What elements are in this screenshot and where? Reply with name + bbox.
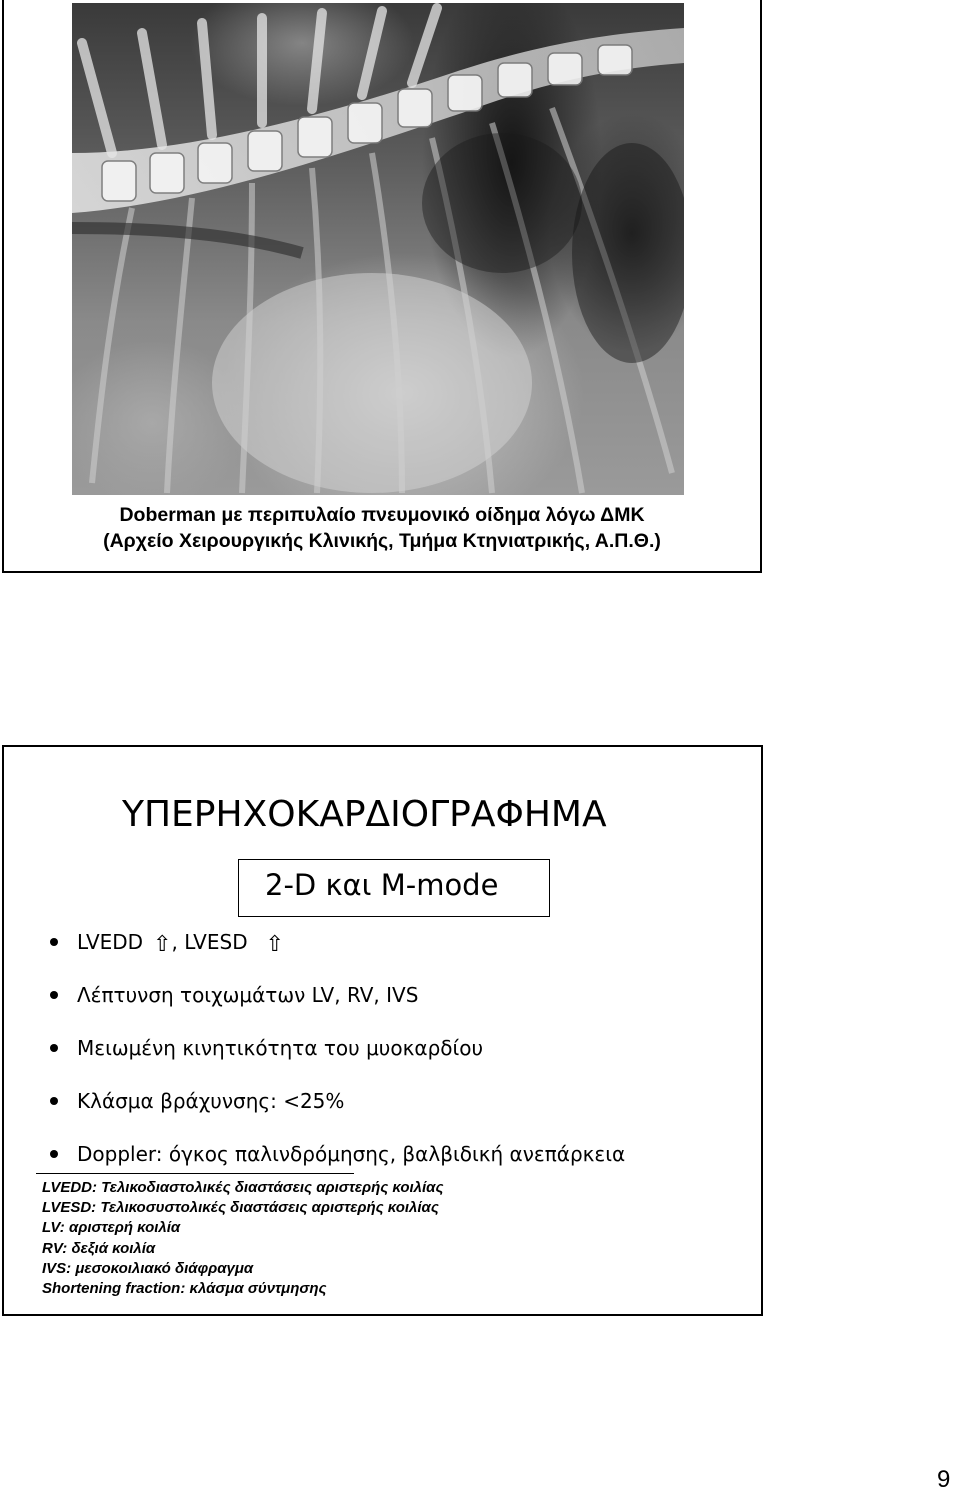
lvesd-label: , LVESD bbox=[171, 930, 248, 954]
lvedd-label: LVEDD bbox=[77, 930, 144, 954]
list-item-text: Κλάσμα βράχυνσης: <25% bbox=[77, 1089, 345, 1113]
footnote-separator bbox=[36, 1173, 354, 1174]
findings-list bbox=[44, 929, 625, 1167]
thoracic-radiograph-image bbox=[72, 3, 684, 495]
footnote: LVEDD: Τελικοδιαστολικές διαστάσεις αριστερής κοιλίας bbox=[42, 1179, 444, 1196]
list-item-text: Doppler: όγκος παλινδρόμησης, βαλβιδική ανεπάρκεια bbox=[77, 1142, 626, 1166]
page-number: 9 bbox=[937, 1466, 951, 1493]
caption-line-1: Doberman με περιπυλαίο πνευμονικό οίδημα λόγω ΔΜΚ bbox=[119, 504, 645, 526]
bullet-dot-icon bbox=[50, 1150, 58, 1158]
up-arrow-outline-icon: ⇧ bbox=[265, 932, 285, 957]
caption-line-2: (Αρχείο Χειρουργικής Κλινικής, Τμήμα Κτηνιατρικής, Α.Π.Θ.) bbox=[103, 530, 661, 552]
footnote: RV: δεξιά κοιλία bbox=[42, 1239, 156, 1257]
slide-xray bbox=[2, 0, 762, 573]
list-item bbox=[44, 929, 625, 955]
list-item bbox=[44, 1141, 625, 1167]
bullet-dot-icon bbox=[50, 991, 58, 999]
footnote: LVESD: Τελικοσυστολικές διαστάσεις αριστερής κοιλίας bbox=[42, 1199, 439, 1217]
slide-title: ΥΠΕΡΗΧΟΚΑΡΔΙΟΓΡΑΦΗΜΑ bbox=[122, 794, 607, 835]
mode-box: 2-D και M-mode bbox=[238, 859, 550, 917]
list-item bbox=[44, 1088, 625, 1114]
footnote: LV: αριστερή κοιλία bbox=[42, 1219, 181, 1237]
footnote: IVS: μεσοκοιλιακό διάφραγμα bbox=[42, 1259, 254, 1277]
figure-caption bbox=[4, 502, 760, 554]
list-item-text: Λέπτυνση τοιχωμάτων LV, RV, IVS bbox=[77, 983, 419, 1007]
footnotes bbox=[42, 1178, 443, 1299]
bullet-dot-icon bbox=[50, 1044, 58, 1052]
up-arrow-outline-icon: ⇧ bbox=[153, 932, 172, 957]
slide-echocardiogram bbox=[2, 745, 763, 1316]
radiograph-drawing bbox=[72, 3, 684, 495]
list-item bbox=[44, 982, 625, 1008]
list-item-text: Μειωμένη κινητικότητα του μυοκαρδίου bbox=[77, 1036, 484, 1060]
bullet-dot-icon bbox=[50, 1097, 58, 1105]
list-item bbox=[44, 1035, 625, 1061]
footnote: Shortening fraction: κλάσμα σύντμησης bbox=[42, 1280, 327, 1298]
bullet-dot-icon bbox=[50, 938, 58, 946]
